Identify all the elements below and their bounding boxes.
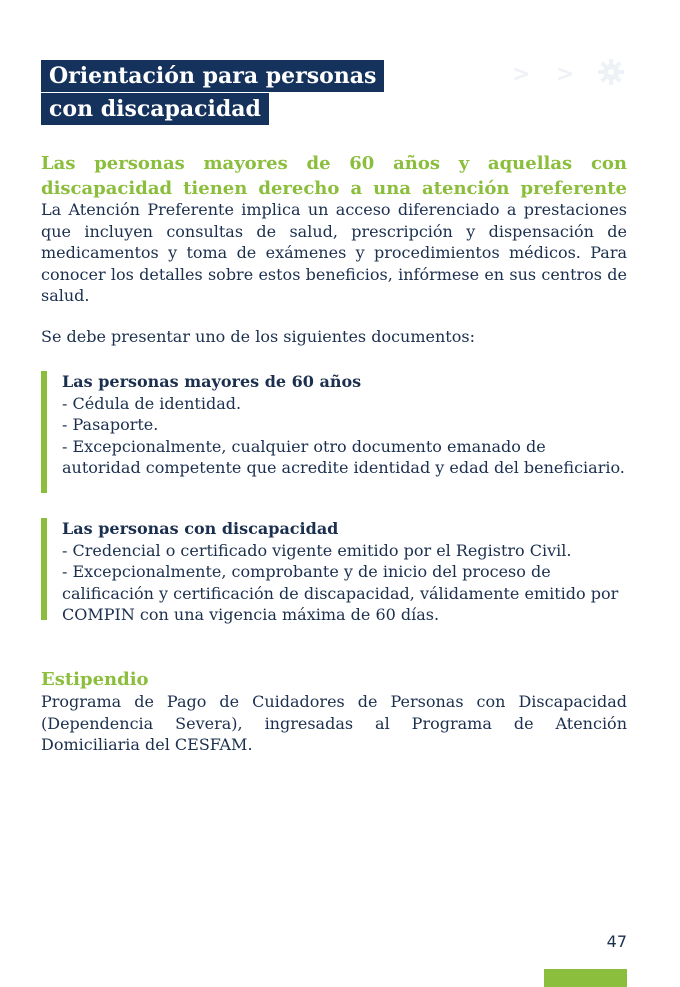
accent-bar	[41, 371, 47, 493]
seniors-documents-title: Las personas mayores de 60 años	[62, 372, 362, 391]
list-item: - Pasaporte.	[62, 415, 159, 434]
preferential-care-description: La Atención Preferente implica un acceso diferenciado a prestaciones que incluyen consultas de salud, prescripción y dispensación de medicamentos y toma de exámenes y procedimientos médicos. Para conocer los detalles sobre estos beneficios, infórmese en sus centros de salud.	[41, 200, 627, 305]
stipend-description: Programa de Pago de Cuidadores de Personas con Discapacidad (Dependencia Severa), ingresadas al Programa de Atención Domiciliaria del CESFAM.	[41, 692, 627, 754]
page-title-line-2: con discapacidad	[41, 93, 269, 125]
list-item: - Cédula de identidad.	[62, 393, 242, 413]
disability-documents-title: Las personas con discapacidad	[62, 519, 339, 538]
documents-intro: Se debe presentar uno de los siguientes documentos:	[41, 327, 475, 346]
page-number: 47	[606, 932, 627, 951]
seniors-documents-block	[41, 371, 627, 493]
list-item: - Credencial o certificado vigente emitido por el Registro Civil.	[62, 540, 572, 560]
list-item: - Excepcionalmente, comprobante y de inicio del proceso de calificación y certificación de discapacidad, válidamente emitido por COMPIN con una vigencia máxima de 60 días.	[62, 562, 619, 624]
stipend-heading: Estipendio	[41, 669, 149, 690]
gear-icon	[597, 58, 625, 90]
disability-documents-block	[41, 518, 627, 622]
chevron-right-icon: >	[512, 62, 531, 87]
preferential-care-subtitle: Las personas mayores de 60 años y aquellas con discapacidad tienen derecho a una atención preferente	[41, 153, 627, 199]
chevron-right-icon: >	[556, 62, 575, 87]
list-item: - Excepcionalmente, cualquier otro documento emanado de autoridad competente que acredite identidad y edad del beneficiario.	[62, 436, 625, 477]
page-title-line-1: Orientación para personas	[41, 60, 384, 92]
accent-bar	[41, 518, 47, 620]
footer-accent-bar	[544, 969, 627, 987]
